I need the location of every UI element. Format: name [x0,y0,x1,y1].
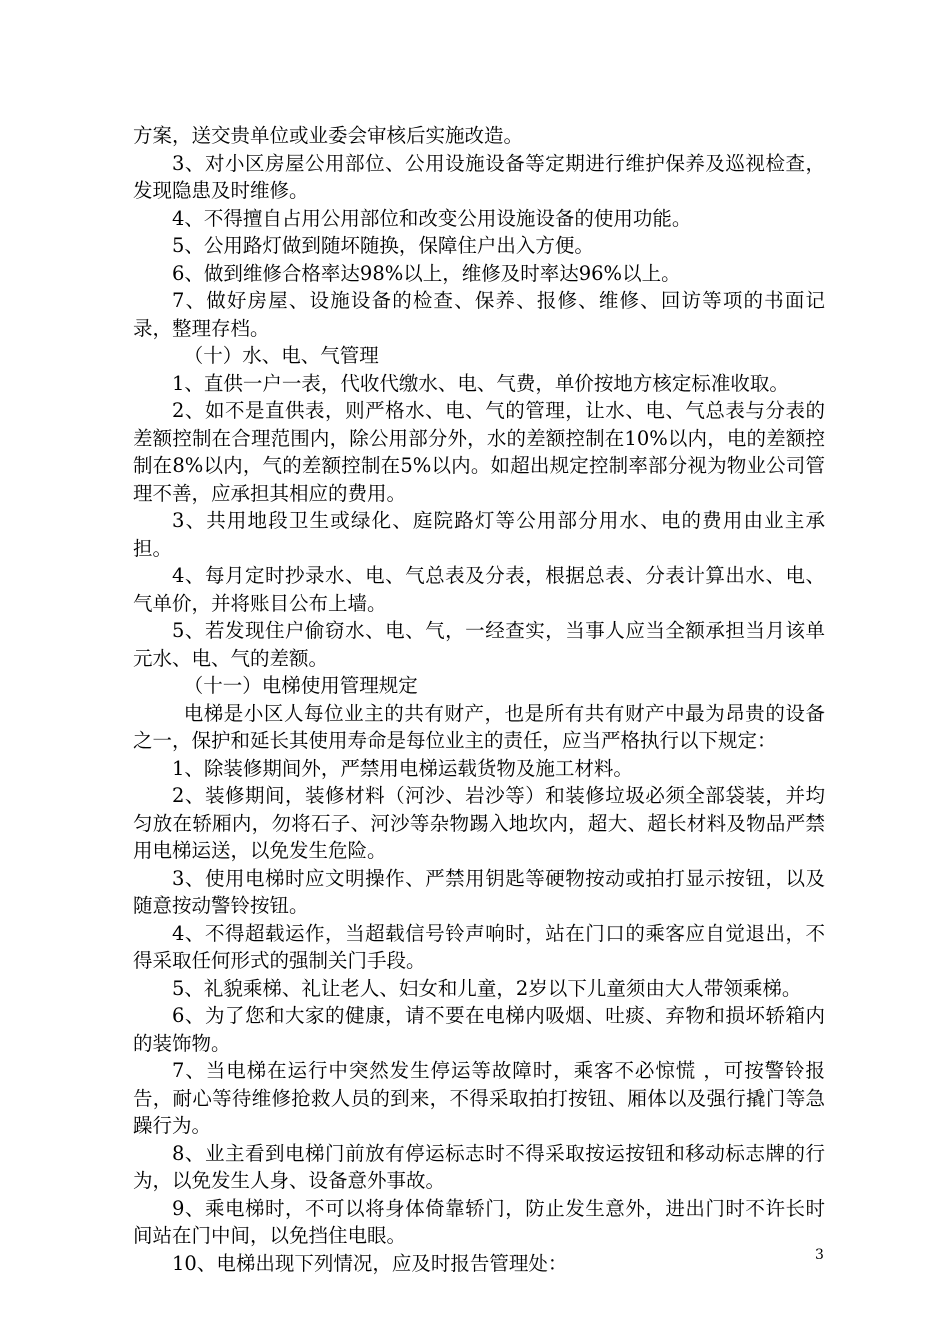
list-item: 3、对小区房屋公用部位、公用设施设备等定期进行维护保养及巡视检查，发现隐患及时维修。 [133,151,825,202]
list-item: 6、为了您和大家的健康，请不要在电梯内吸烟、吐痰、弃物和损坏轿箱内的装饰物。 [133,1004,825,1055]
list-item: 7、做好房屋、设施设备的检查、保养、报修、维修、回访等项的书面记录，整理存档。 [133,289,825,340]
list-item: 4、不得超载运作，当超载信号铃声响时，站在门口的乘客应自觉退出，不得采取任何形式的强制关门手段。 [133,921,825,972]
list-item: 5、若发现住户偷窃水、电、气，一经查实，当事人应当全额承担当月该单元水、电、气的差额。 [133,619,825,670]
list-item: 8、业主看到电梯门前放有停运标志时不得采取按运按钮和移动标志牌的行为，以免发生人身、设备意外事故。 [133,1141,825,1192]
list-item: 1、直供一户一表，代收代缴水、电、气费，单价按地方核定标准收取。 [172,371,789,395]
list-item: 3、使用电梯时应文明操作、严禁用钥匙等硬物按动或拍打显示按钮，以及随意按动警铃按钮。 [133,866,825,917]
list-item: 5、公用路灯做到随坏随换，保障住户出入方便。 [172,234,594,257]
document-body [133,122,825,1277]
section-heading-utilities: （十）水、电、气管理 [183,344,379,367]
list-item: 6、做到维修合格率达98%以上，维修及时率达96%以上。 [172,261,681,285]
list-item: 9、乘电梯时，不可以将身体倚靠轿门，防止发生意外，进出门时不许长时间站在门中间，以免挡住电眼。 [133,1196,825,1247]
list-item: 4、不得擅自占用公用部位和改变公用设施设备的使用功能。 [172,206,692,230]
paragraph-continuation: 方案，送交贵单位或业委会审核后实施改造。 [133,124,524,147]
paragraph-intro: 电梯是小区人每位业主的共有财产，也是所有共有财产中最为昂贵的设备之一，保护和延长其使用寿命是每位业主的责任，应当严格执行以下规定： [133,701,825,752]
list-item: 2、装修期间，装修材料（河沙、岩沙等）和装修垃圾必须全部袋装，并均匀放在轿厢内，勿将石子、河沙等杂物踢入地坎内，超大、超长材料及物品严禁用电梯运送，以免发生危险。 [133,784,825,862]
list-item: 10、电梯出现下列情况，应及时报告管理处： [172,1251,568,1275]
section-heading-elevator: （十一）电梯使用管理规定 [183,674,418,697]
list-item: 3、共用地段卫生或绿化、庭院路灯等公用部分用水、电的费用由业主承担。 [133,509,825,560]
list-item: 5、礼貌乘梯、礼让老人、妇女和儿童，2岁以下儿童须由大人带领乘梯。 [172,976,802,1000]
list-item: 7、当电梯在运行中突然发生停运等故障时，乘客不必惊慌 ，可按警铃报告，耐心等待维修抢救人员的到来，不得采取拍打按钮、厢体以及强行撬门等急躁行为。 [133,1059,825,1137]
list-item: 2、如不是直供表，则严格水、电、气的管理，让水、电、气总表与分表的差额控制在合理范围内，除公用部分外，水的差额控制在10%以内，电的差额控制在8%以内，气的差额控制在5%以内。如超出规定控制率部分视为物业公司管理不善，应承担其相应的费用。 [133,399,825,505]
list-item: 1、除装修期间外，严禁用电梯运载货物及施工材料。 [172,756,633,780]
page-number: 3 [815,1247,824,1263]
list-item: 4、每月定时抄录水、电、气总表及分表，根据总表、分表计算出水、电、气单价，并将账目公布上墙。 [133,564,825,615]
